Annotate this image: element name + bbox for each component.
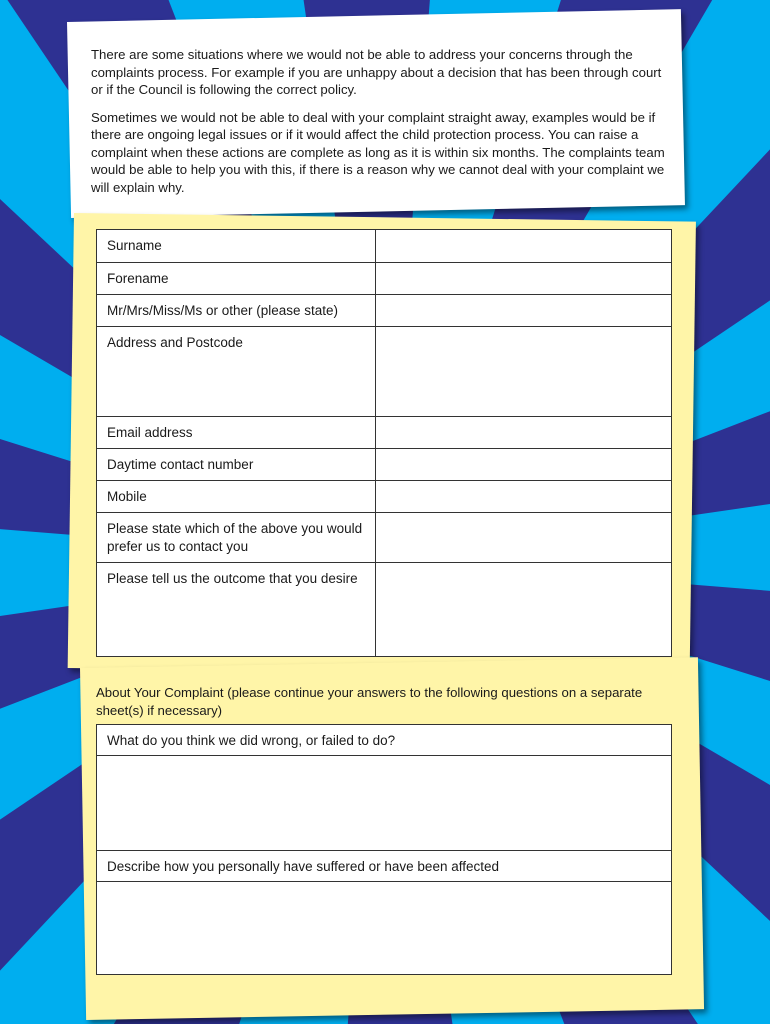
mobile-field[interactable]: [376, 481, 671, 512]
complaint-questions-table: [96, 724, 672, 975]
daytime-phone-field[interactable]: [376, 449, 671, 480]
surname-field[interactable]: [376, 230, 671, 262]
what-went-wrong-field[interactable]: [97, 756, 671, 851]
row-address: [97, 327, 671, 417]
about-complaint-title: About Your Complaint (please continue your answers to the following questions on a separate sheet(s) if necessary): [96, 685, 643, 718]
label-surname: Surname: [97, 230, 376, 262]
intro-text: [91, 46, 671, 206]
row-outcome: [97, 563, 671, 656]
row-surname: [97, 230, 671, 263]
forename-field[interactable]: [376, 263, 671, 294]
label-address: Address and Postcode: [97, 327, 376, 416]
email-field[interactable]: [376, 417, 671, 448]
intro-paragraph-2: Sometimes we would not be able to deal with your complaint straight away, examples would be if there are ongoing legal issues or if it would affect the child protection process. You can raise a complaint when these actions are complete as long as it is within six months. The complaints team would be able to help you with this, if there is a reason why we cannot deal with your complaint we will explain why.: [91, 109, 665, 195]
label-forename: Forename: [97, 263, 376, 294]
label-daytime-phone: Daytime contact number: [97, 449, 376, 480]
question-what-went-wrong: What do you think we did wrong, or failed to do?: [97, 725, 671, 756]
title-field[interactable]: [376, 295, 671, 326]
label-mobile: Mobile: [97, 481, 376, 512]
intro-paragraph-1: There are some situations where we would not be able to address your concerns through the complaints process. For example if you are unhappy about a decision that has been through court or if the Council is following the correct policy.: [91, 47, 662, 97]
row-email: [97, 417, 671, 449]
contact-preference-field[interactable]: [376, 513, 671, 562]
row-daytime-phone: [97, 449, 671, 481]
personal-details-table: [96, 229, 672, 657]
outcome-field[interactable]: [376, 563, 671, 656]
label-email: Email address: [97, 417, 376, 448]
label-outcome: Please tell us the outcome that you desire: [97, 563, 376, 656]
address-field[interactable]: [376, 327, 671, 416]
row-contact-preference: [97, 513, 671, 563]
question-how-affected: Describe how you personally have suffered or have been affected: [97, 851, 671, 882]
row-mobile: [97, 481, 671, 513]
label-contact-preference: Please state which of the above you would prefer us to contact you: [97, 513, 376, 562]
row-forename: [97, 263, 671, 295]
row-title: [97, 295, 671, 327]
label-title: Mr/Mrs/Miss/Ms or other (please state): [97, 295, 376, 326]
how-affected-field[interactable]: [97, 882, 671, 974]
